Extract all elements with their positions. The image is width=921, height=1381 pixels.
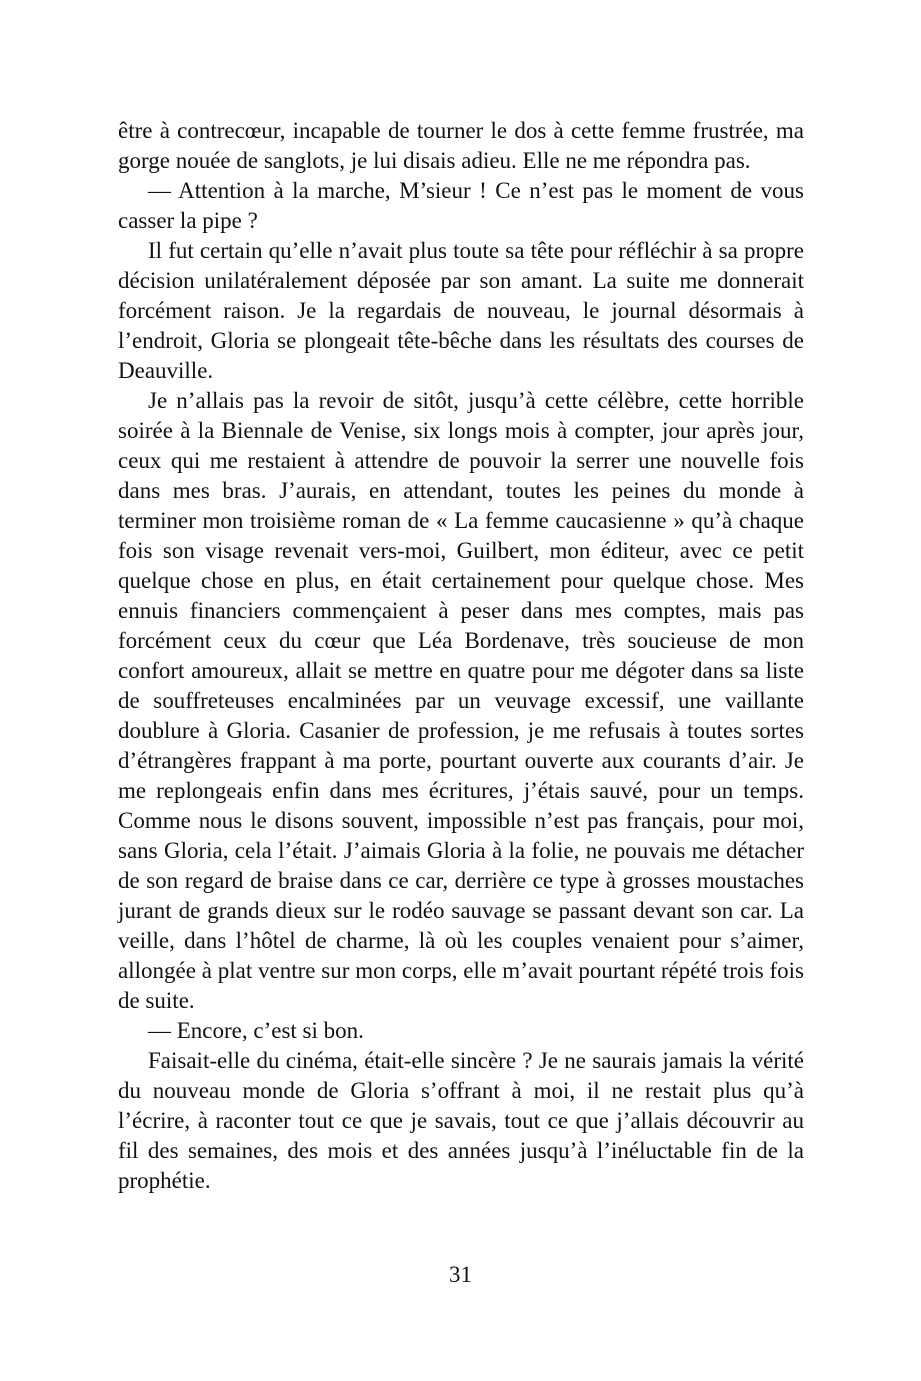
page-number: 31 xyxy=(449,1262,472,1287)
paragraph-dialogue-encore: — Encore, c’est si bon. xyxy=(148,1018,364,1043)
paragraph-continuation: être à contrecœur, incapable de tourner le dos à cette femme frustrée, ma gorge nouée de sanglots, je lui disais adieu. Elle ne me répondra pas. xyxy=(118,118,804,173)
page-body xyxy=(118,116,804,1196)
paragraph-prophetie: Faisait-elle du cinéma, était-elle sincère ? Je ne saurais jamais la vérité du nouveau monde de Gloria s’offrant à moi, il ne restait plus qu’à l’écrire, à raconter tout ce que je savais, tout ce que j’allais découvrir au fil des semaines, des mois et des années jusqu’à l’inéluctable fin de la prophétie. xyxy=(118,1048,804,1193)
paragraph-gloria-decision: Il fut certain qu’elle n’avait plus toute sa tête pour réfléchir à sa propre décision unilatéralement déposée par son amant. La suite me donnerait forcément raison. Je la regardais de nouveau, le journal désormais à l’endroit, Gloria se plongeait tête-bêche dans les résultats des courses de Deauville. xyxy=(118,238,804,383)
paragraph-dialogue-warning: — Attention à la marche, M’sieur ! Ce n’est pas le moment de vous casser la pipe ? xyxy=(118,178,804,233)
paragraph-venise: Je n’allais pas la revoir de sitôt, jusqu’à cette célèbre, cette horrible soirée à la Biennale de Venise, six longs mois à compter, jour après jour, ceux qui me restaient à attendre de pouvoir la serrer une nouvelle fois dans mes bras. J’aurais, en attendant, toutes les peines du monde à terminer mon troisième roman de « La femme caucasienne » qu’à chaque fois son visage revenait vers-moi, Guilbert, mon éditeur, avec ce petit quelque chose en plus, en était certainement pour quelque chose. Mes ennuis financiers commençaient à peser dans mes comptes, mais pas forcément ceux du cœur que Léa Bordenave, très soucieuse de mon confort amoureux, allait se mettre en quatre pour me dégoter dans sa liste de souffreteuses encalminées par un veuvage excessif, une vaillante doublure à Gloria. Casanier de profession, je me refusais à toutes sortes d’étrangères frappant à ma porte, pourtant ouverte aux courants d’air. Je me replongeais enfin dans mes écritures, j’étais sauvé, pour un temps. Comme nous le disons souvent, impossible n’est pas français, pour moi, sans Gloria, cela l’était. J’aimais Gloria à la folie, ne pouvais me détacher de son regard de braise dans ce car, derrière ce type à grosses moustaches jurant de grands dieux sur le rodéo sauvage se passant devant son car. La veille, dans l’hôtel de charme, là où les couples venaient pour s’aimer, allongée à plat ventre sur mon corps, elle m’avait pourtant répété trois fois de suite. xyxy=(118,388,804,1013)
